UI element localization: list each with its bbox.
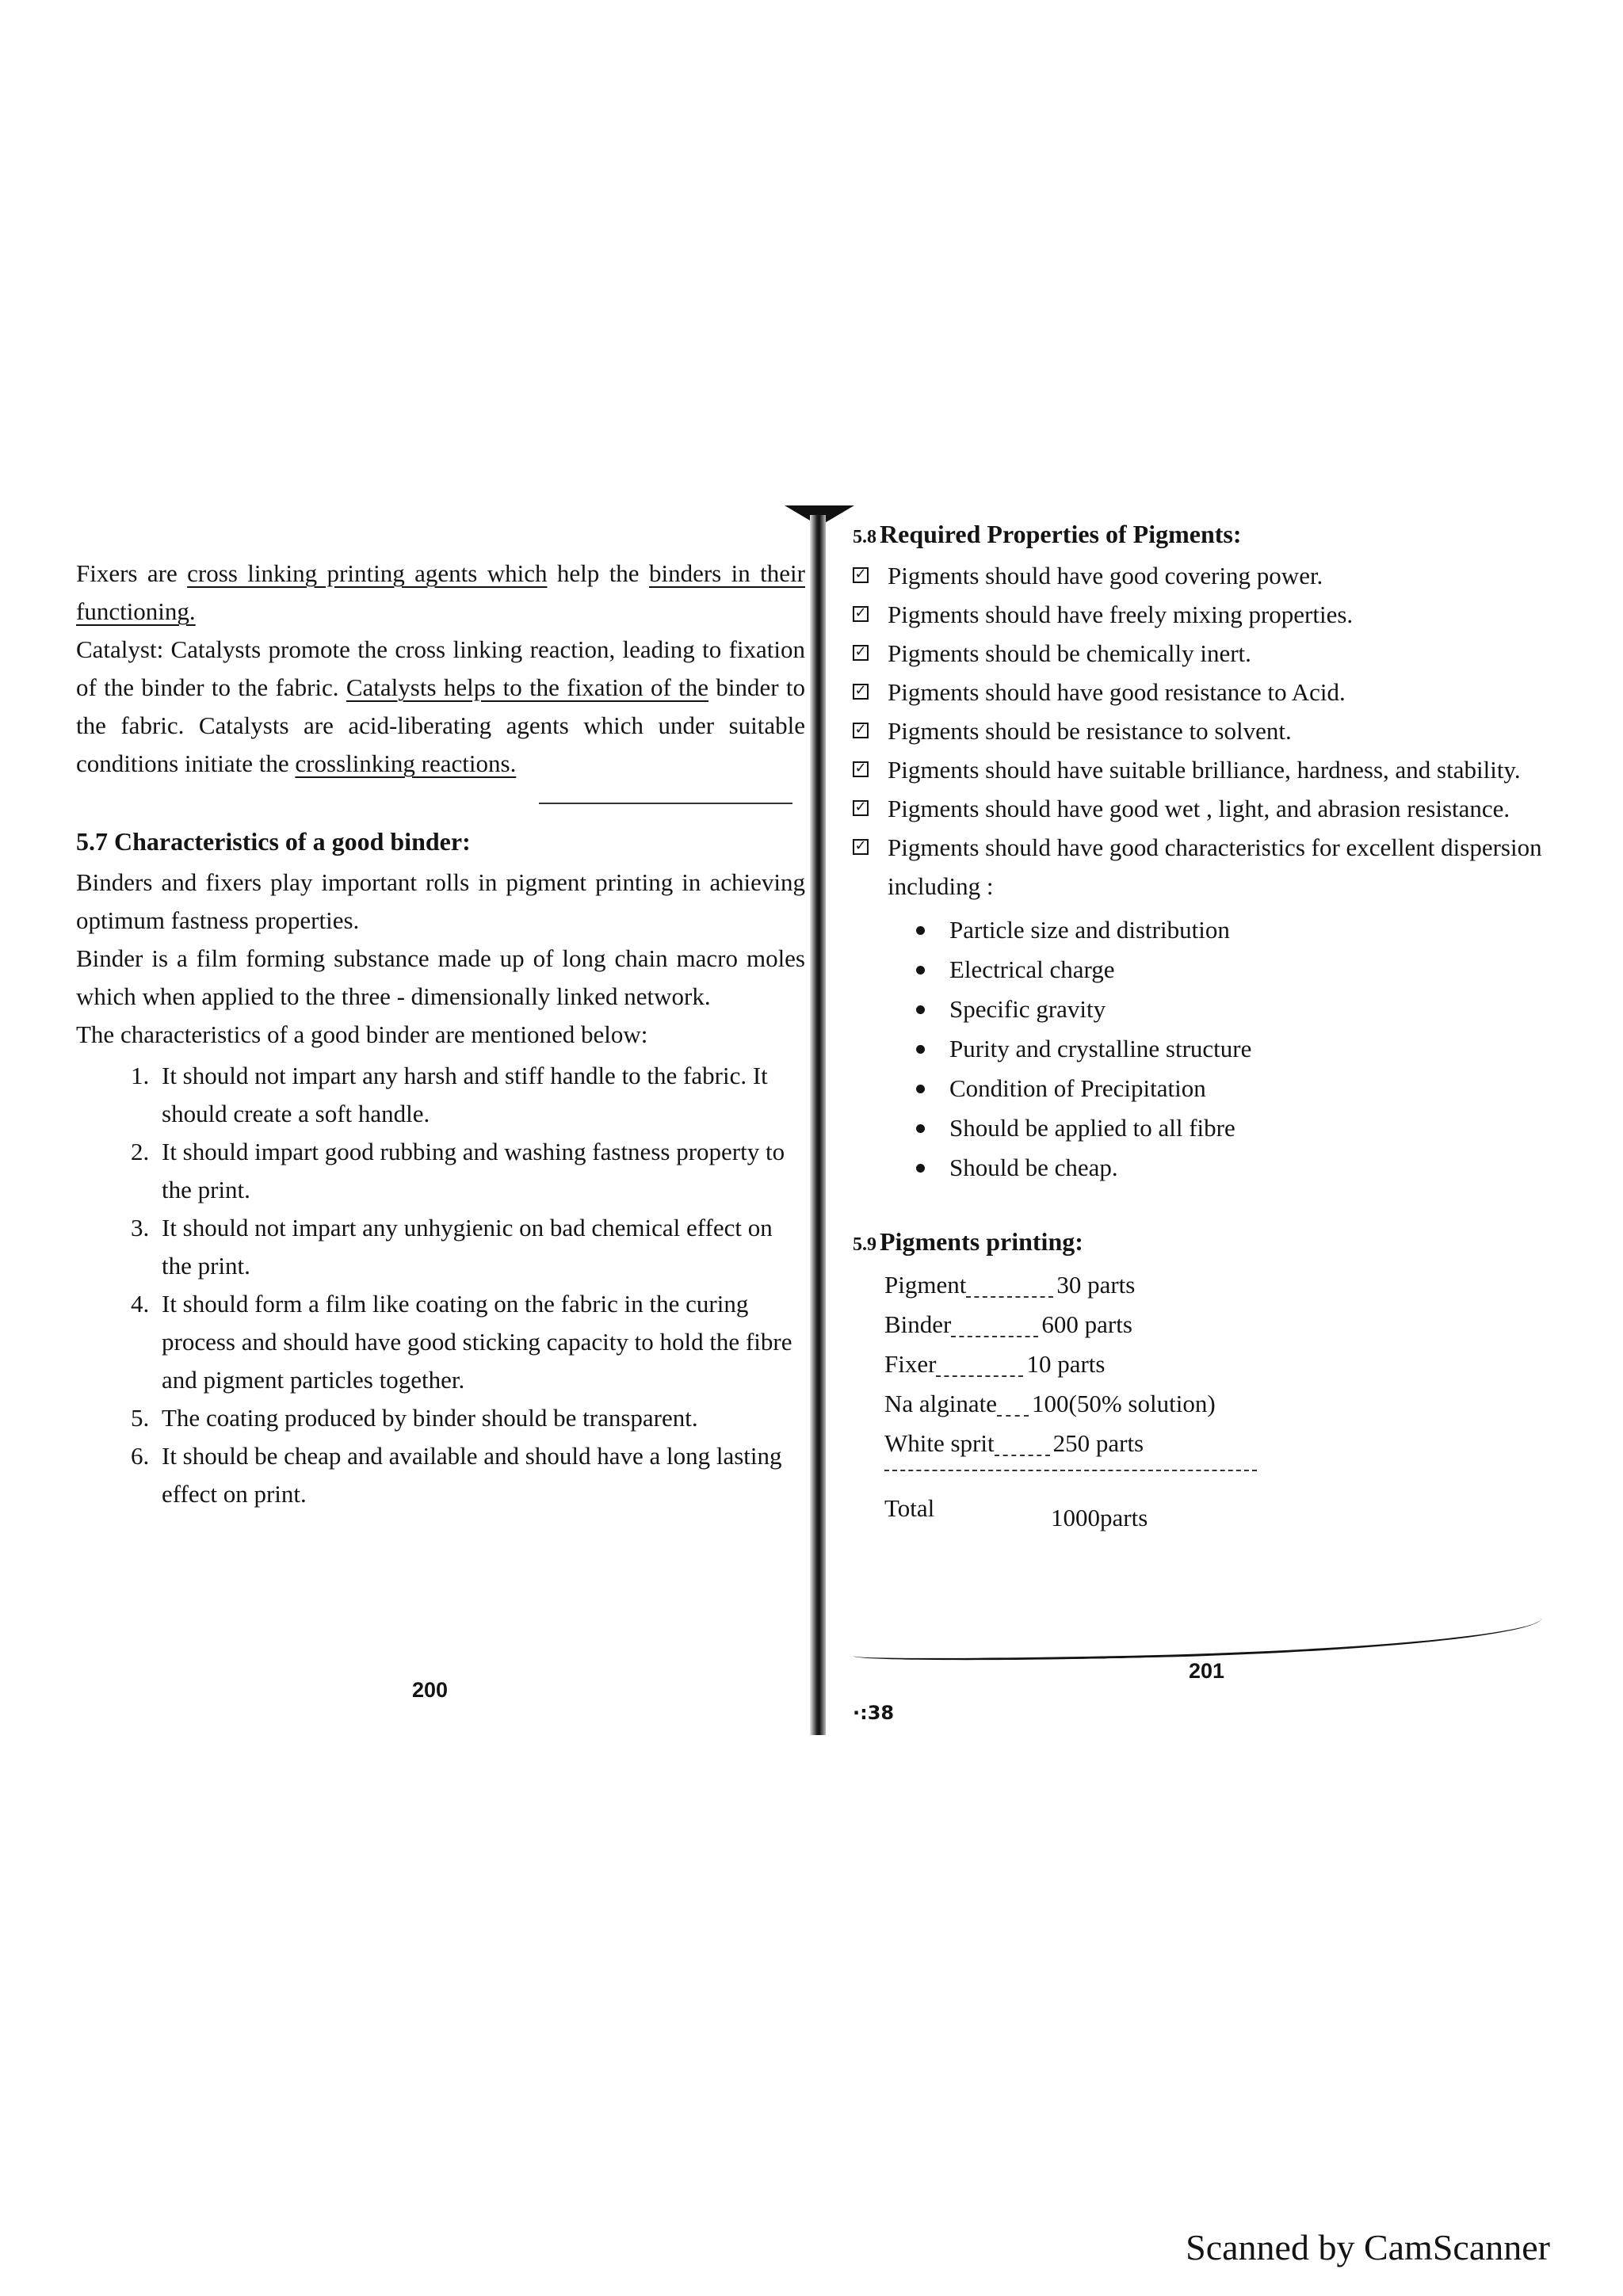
list-item: 1. It should not impart any harsh and stiff handle to the fabric. It should create a soft handle. — [155, 1057, 805, 1133]
binder-characteristics-list — [76, 1057, 805, 1513]
list-item: Electrical charge — [916, 950, 1550, 990]
left-page — [76, 555, 805, 1513]
corner-mark: ·:38 — [853, 1702, 895, 1724]
characteristics-intro: The characteristics of a good binder are mentioned below: — [76, 1020, 648, 1048]
list-item: ✓ Pigments should have good characteristics for excellent dispersion including : — [853, 828, 1550, 906]
pigment-properties-list — [853, 556, 1550, 906]
checkbox-icon: ✓ — [853, 567, 869, 583]
recipe-row: Na alginate 100(50% solution) — [884, 1390, 1216, 1417]
recipe-total — [884, 1489, 1550, 1536]
recipe-row: Binder 600 parts — [884, 1310, 1132, 1338]
list-item: 2. It should impart good rubbing and washing fastness property to the print. — [155, 1133, 805, 1209]
list-item: Specific gravity — [916, 990, 1550, 1029]
catalyst-label: Catalyst: — [76, 635, 164, 663]
section-58-heading — [853, 515, 1550, 556]
total-underline — [853, 1615, 1543, 1664]
checkbox-icon: ✓ — [853, 606, 869, 622]
list-item: ✓ Pigments should be resistance to solvent. — [853, 711, 1550, 750]
list-item: ✓ Pigments should have good covering power. — [853, 556, 1550, 595]
pen-stroke — [539, 803, 792, 804]
list-item: 4. It should form a film like coating on the fabric in the curing process and should have good sticking capacity to hold the fibre and pigment particles together. — [155, 1285, 805, 1399]
page-number-right: 201 — [1189, 1659, 1225, 1683]
checkbox-icon: ✓ — [853, 800, 869, 816]
list-item: ✓ Pigments should have suitable brilliance, hardness, and stability. — [853, 750, 1550, 789]
binders-fixers-paragraph: Binders and fixers play important rolls in pigment printing in achieving optimum fastness properties. — [76, 868, 805, 934]
section-59-title: Pigments printing: — [880, 1227, 1083, 1256]
catalyst-underline-2: crosslinking reactions. — [295, 749, 517, 777]
section-58-title: Required Properties of Pigments: — [880, 520, 1242, 548]
checkbox-icon: ✓ — [853, 723, 869, 738]
list-item: 3. It should not impart any unhygienic on bad chemical effect on the print. — [155, 1209, 805, 1285]
section-59-heading — [853, 1222, 1550, 1264]
scanner-watermark: Scanned by CamScanner — [1186, 2227, 1550, 2267]
fixers-paragraph: Fixers are cross linking printing agents which help the binders in their functioning. — [76, 559, 805, 625]
checkbox-icon: ✓ — [853, 645, 869, 661]
right-page — [853, 515, 1550, 1536]
book-spine — [810, 515, 826, 1735]
recipe-separator — [884, 1470, 1257, 1471]
binder-definition-paragraph: Binder is a film forming substance made up of long chain macro moles which when applied to the three - dimensionally linked network. — [76, 944, 805, 1010]
total-label: Total — [884, 1494, 935, 1522]
list-item: Purity and crystalline structure — [916, 1029, 1550, 1069]
list-item: 6. It should be cheap and available and should have a long lasting effect on print. — [155, 1437, 805, 1513]
checkbox-icon: ✓ — [853, 684, 869, 700]
section-59-number: 5.9 — [853, 1234, 876, 1255]
checkbox-icon: ✓ — [853, 839, 869, 855]
recipe-row: Pigment 30 parts — [884, 1271, 1136, 1299]
list-item: Should be cheap. — [916, 1148, 1550, 1188]
list-item: ✓ Pigments should have good wet , light, and abrasion resistance. — [853, 789, 1550, 828]
list-item: Condition of Precipitation — [916, 1069, 1550, 1108]
catalyst-underline-1: Catalysts helps to the fixation of the — [346, 673, 709, 701]
recipe-row: Fixer 10 parts — [884, 1350, 1106, 1378]
printing-recipe — [884, 1265, 1550, 1463]
list-item: Particle size and distribution — [916, 910, 1550, 950]
catalyst-paragraph: Catalyst: Catalysts promote the cross linking reaction, leading to fixation of the binder to the fabric. Catalysts helps to the fixation of the binder to the fabric. Catalysts are acid-liberating agents which under suitable conditions initiate the crosslinking reactions. — [76, 635, 806, 777]
checkbox-icon: ✓ — [853, 761, 869, 777]
page-number-left: 200 — [412, 1678, 449, 1702]
list-item: ✓ Pigments should be chemically inert. — [853, 634, 1550, 673]
list-item: Should be applied to all fibre — [916, 1108, 1550, 1148]
section-58-number: 5.8 — [853, 527, 876, 547]
total-value: 1000parts — [1051, 1504, 1148, 1531]
recipe-row: White sprit 250 parts — [884, 1429, 1144, 1457]
list-item: 5. The coating produced by binder should be transparent. — [155, 1399, 805, 1437]
fixers-underline-1: cross linking printing agents which — [187, 559, 548, 587]
list-item: ✓ Pigments should have freely mixing properties. — [853, 595, 1550, 634]
dispersion-list — [853, 910, 1550, 1188]
section-57-heading: 5.7 Characteristics of a good binder: — [76, 827, 471, 856]
list-item: ✓ Pigments should have good resistance to Acid. — [853, 673, 1550, 711]
fixers-underline-2: binders in their functioning. — [76, 559, 805, 625]
